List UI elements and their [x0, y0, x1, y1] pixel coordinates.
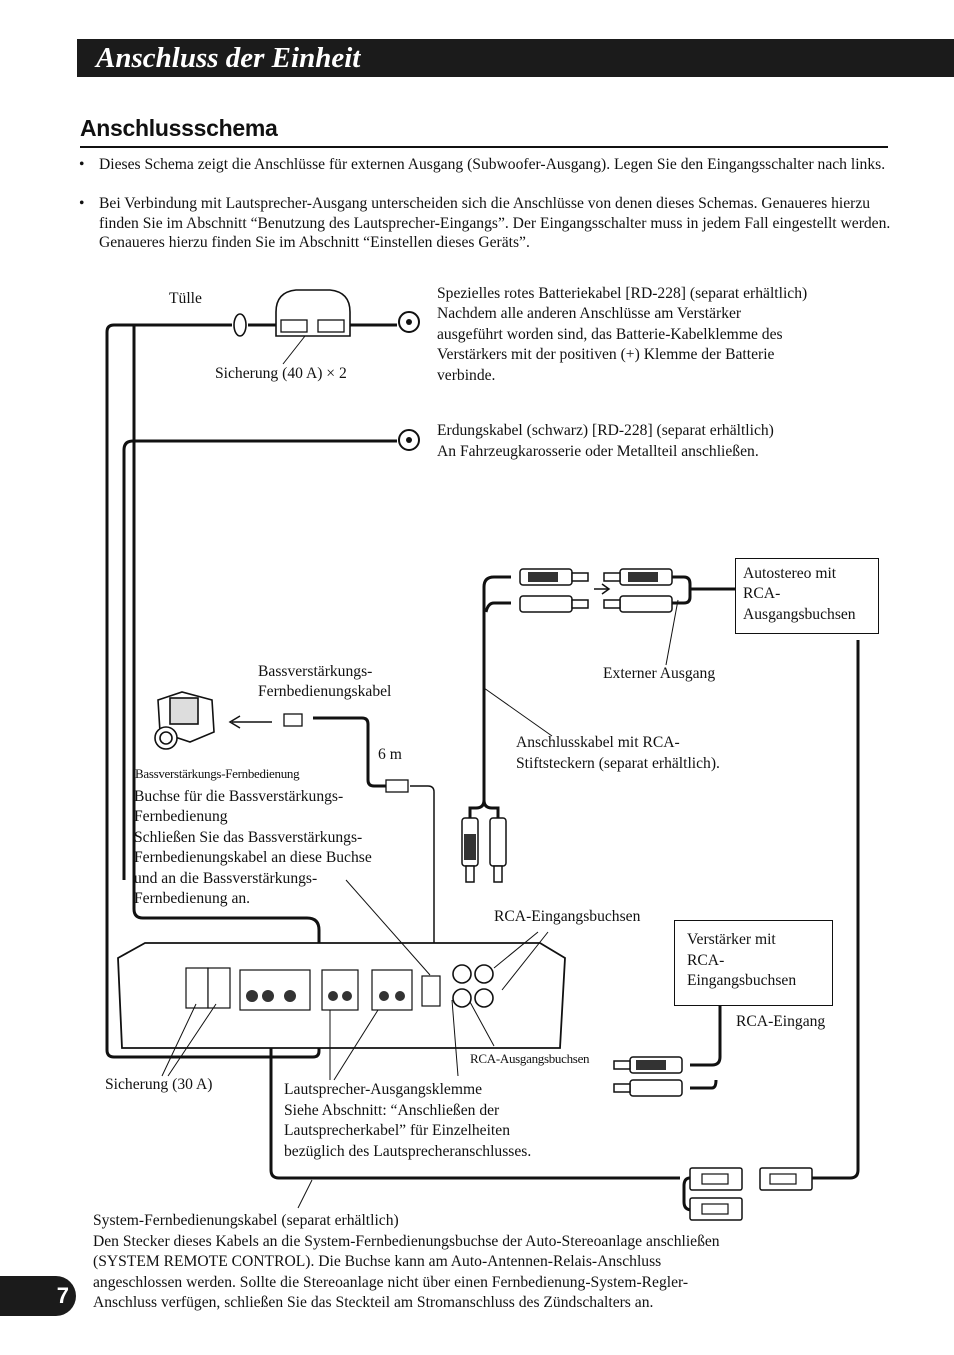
- autostereo-line-2: RCA-: [743, 585, 781, 602]
- label-battery-1: Spezielles rotes Batteriekabel [RD-228] (separat erhältlich): [437, 285, 808, 302]
- label-bass-kabel-1: Bassverstärkungs-: [258, 663, 373, 680]
- label-system-1: System-Fernbedienungskabel (separat erhältlich): [93, 1212, 399, 1229]
- label-buchse-2: Fernbedienung: [134, 808, 228, 825]
- label-system-5: Anschluss verfügen, schließen Sie das Steckteil am Stromanschluss des Zündschalters an.: [93, 1294, 654, 1311]
- label-lautsprecher-2: Siehe Abschnitt: “Anschließen der: [284, 1102, 500, 1119]
- label-rca-ausgangsbuchsen: RCA-Ausgangsbuchsen: [470, 1051, 590, 1066]
- label-rca-eingang: RCA-Eingang: [736, 1013, 826, 1030]
- label-battery-3: ausgeführt worden sind, das Batterie-Kabelklemme des: [437, 326, 783, 343]
- label-ground-2: An Fahrzeugkarosserie oder Metallteil anschließen.: [437, 443, 759, 460]
- verstaerker-line-3: Eingangsbuchsen: [687, 972, 797, 989]
- label-bass-fernbedienung: Bassverstärkungs-Fernbedienung: [135, 766, 300, 781]
- verstaerker-line-1: Verstärker mit: [687, 931, 776, 948]
- label-buchse-5: und an die Bassverstärkungs-: [134, 870, 318, 887]
- bullet-2: • Bei Verbindung mit Lautsprecher-Ausgang unterscheiden sich die Anschlüsse von denen dieses Schemas. Genaueres hierzu finden Sie im Abschnitt “Benutzung des Lautsprecher-Eingangs”. Der Eingangsschalter muss in jedem Fall eingestellt werden. Genaueres hierzu finden Sie im Abschnitt “Einstellen dieses Geräts”.: [99, 194, 899, 253]
- bullet-1: • Dieses Schema zeigt die Anschlüsse für externen Ausgang (Subwoofer-Ausgang). Legen Sie den Eingangsschalter nach links.: [99, 155, 899, 175]
- page-number-tab: [0, 1276, 76, 1316]
- autostereo-box: [735, 558, 879, 634]
- label-buchse-4: Fernbedienungskabel an diese Buchse: [134, 849, 372, 866]
- label-sicherung-40a: Sicherung (40 A) × 2: [215, 365, 347, 382]
- label-system-3: (SYSTEM REMOTE CONTROL). Die Buchse kann am Auto-Antennen-Relais-Anschluss: [93, 1253, 662, 1270]
- label-battery-4: Verstärkers mit der positiven (+) Klemme der Batterie: [437, 346, 775, 363]
- label-battery-2: Nachdem alle anderen Anschlüsse am Verstärker: [437, 305, 742, 322]
- label-system-2: Den Stecker dieses Kabels an die System-Fernbedienungsbuchse der Auto-Stereoanlage anschließen: [93, 1233, 720, 1250]
- label-buchse-1: Buchse für die Bassverstärkungs-: [134, 788, 344, 805]
- autostereo-line-3: Ausgangsbuchsen: [743, 606, 856, 623]
- label-rca-eingangsbuchsen: RCA-Eingangsbuchsen: [494, 908, 641, 925]
- label-battery-5: verbinde.: [437, 367, 496, 384]
- label-buchse-3: Schließen Sie das Bassverstärkungs-: [134, 829, 363, 846]
- label-lautsprecher-4: bezüglich des Lautsprecheranschlusses.: [284, 1143, 532, 1160]
- label-rca-kabel-1: Anschlusskabel mit RCA-: [516, 734, 680, 751]
- label-buchse-6: Fernbedienung an.: [134, 890, 251, 907]
- header-title: Anschluss der Einheit: [96, 42, 361, 74]
- label-tuelle: Tülle: [169, 290, 202, 307]
- verstaerker-line-2: RCA-: [687, 952, 725, 969]
- label-rca-kabel-2: Stiftsteckern (separat erhältlich).: [516, 755, 720, 772]
- label-bass-kabel-2: Fernbedienungskabel: [258, 683, 392, 700]
- page-number: 7: [56, 1283, 69, 1308]
- label-ground-1: Erdungskabel (schwarz) [RD-228] (separat erhältlich): [437, 422, 774, 439]
- label-externer-ausgang: Externer Ausgang: [603, 665, 716, 682]
- label-lautsprecher-1: Lautsprecher-Ausgangsklemme: [284, 1081, 483, 1098]
- section-title: Anschlussschema: [80, 115, 278, 141]
- autostereo-line-1: Autostereo mit: [743, 565, 837, 582]
- verstaerker-box: [674, 920, 833, 1006]
- label-lautsprecher-3: Lautsprecherkabel” für Einzelheiten: [284, 1122, 510, 1139]
- label-sicherung-30a: Sicherung (30 A): [105, 1076, 213, 1093]
- label-system-4: angeschlossen werden. Sollte die Stereoanlage nicht über einen Fernbedienung-System-Regler-: [93, 1274, 689, 1291]
- label-six-m: 6 m: [378, 746, 402, 763]
